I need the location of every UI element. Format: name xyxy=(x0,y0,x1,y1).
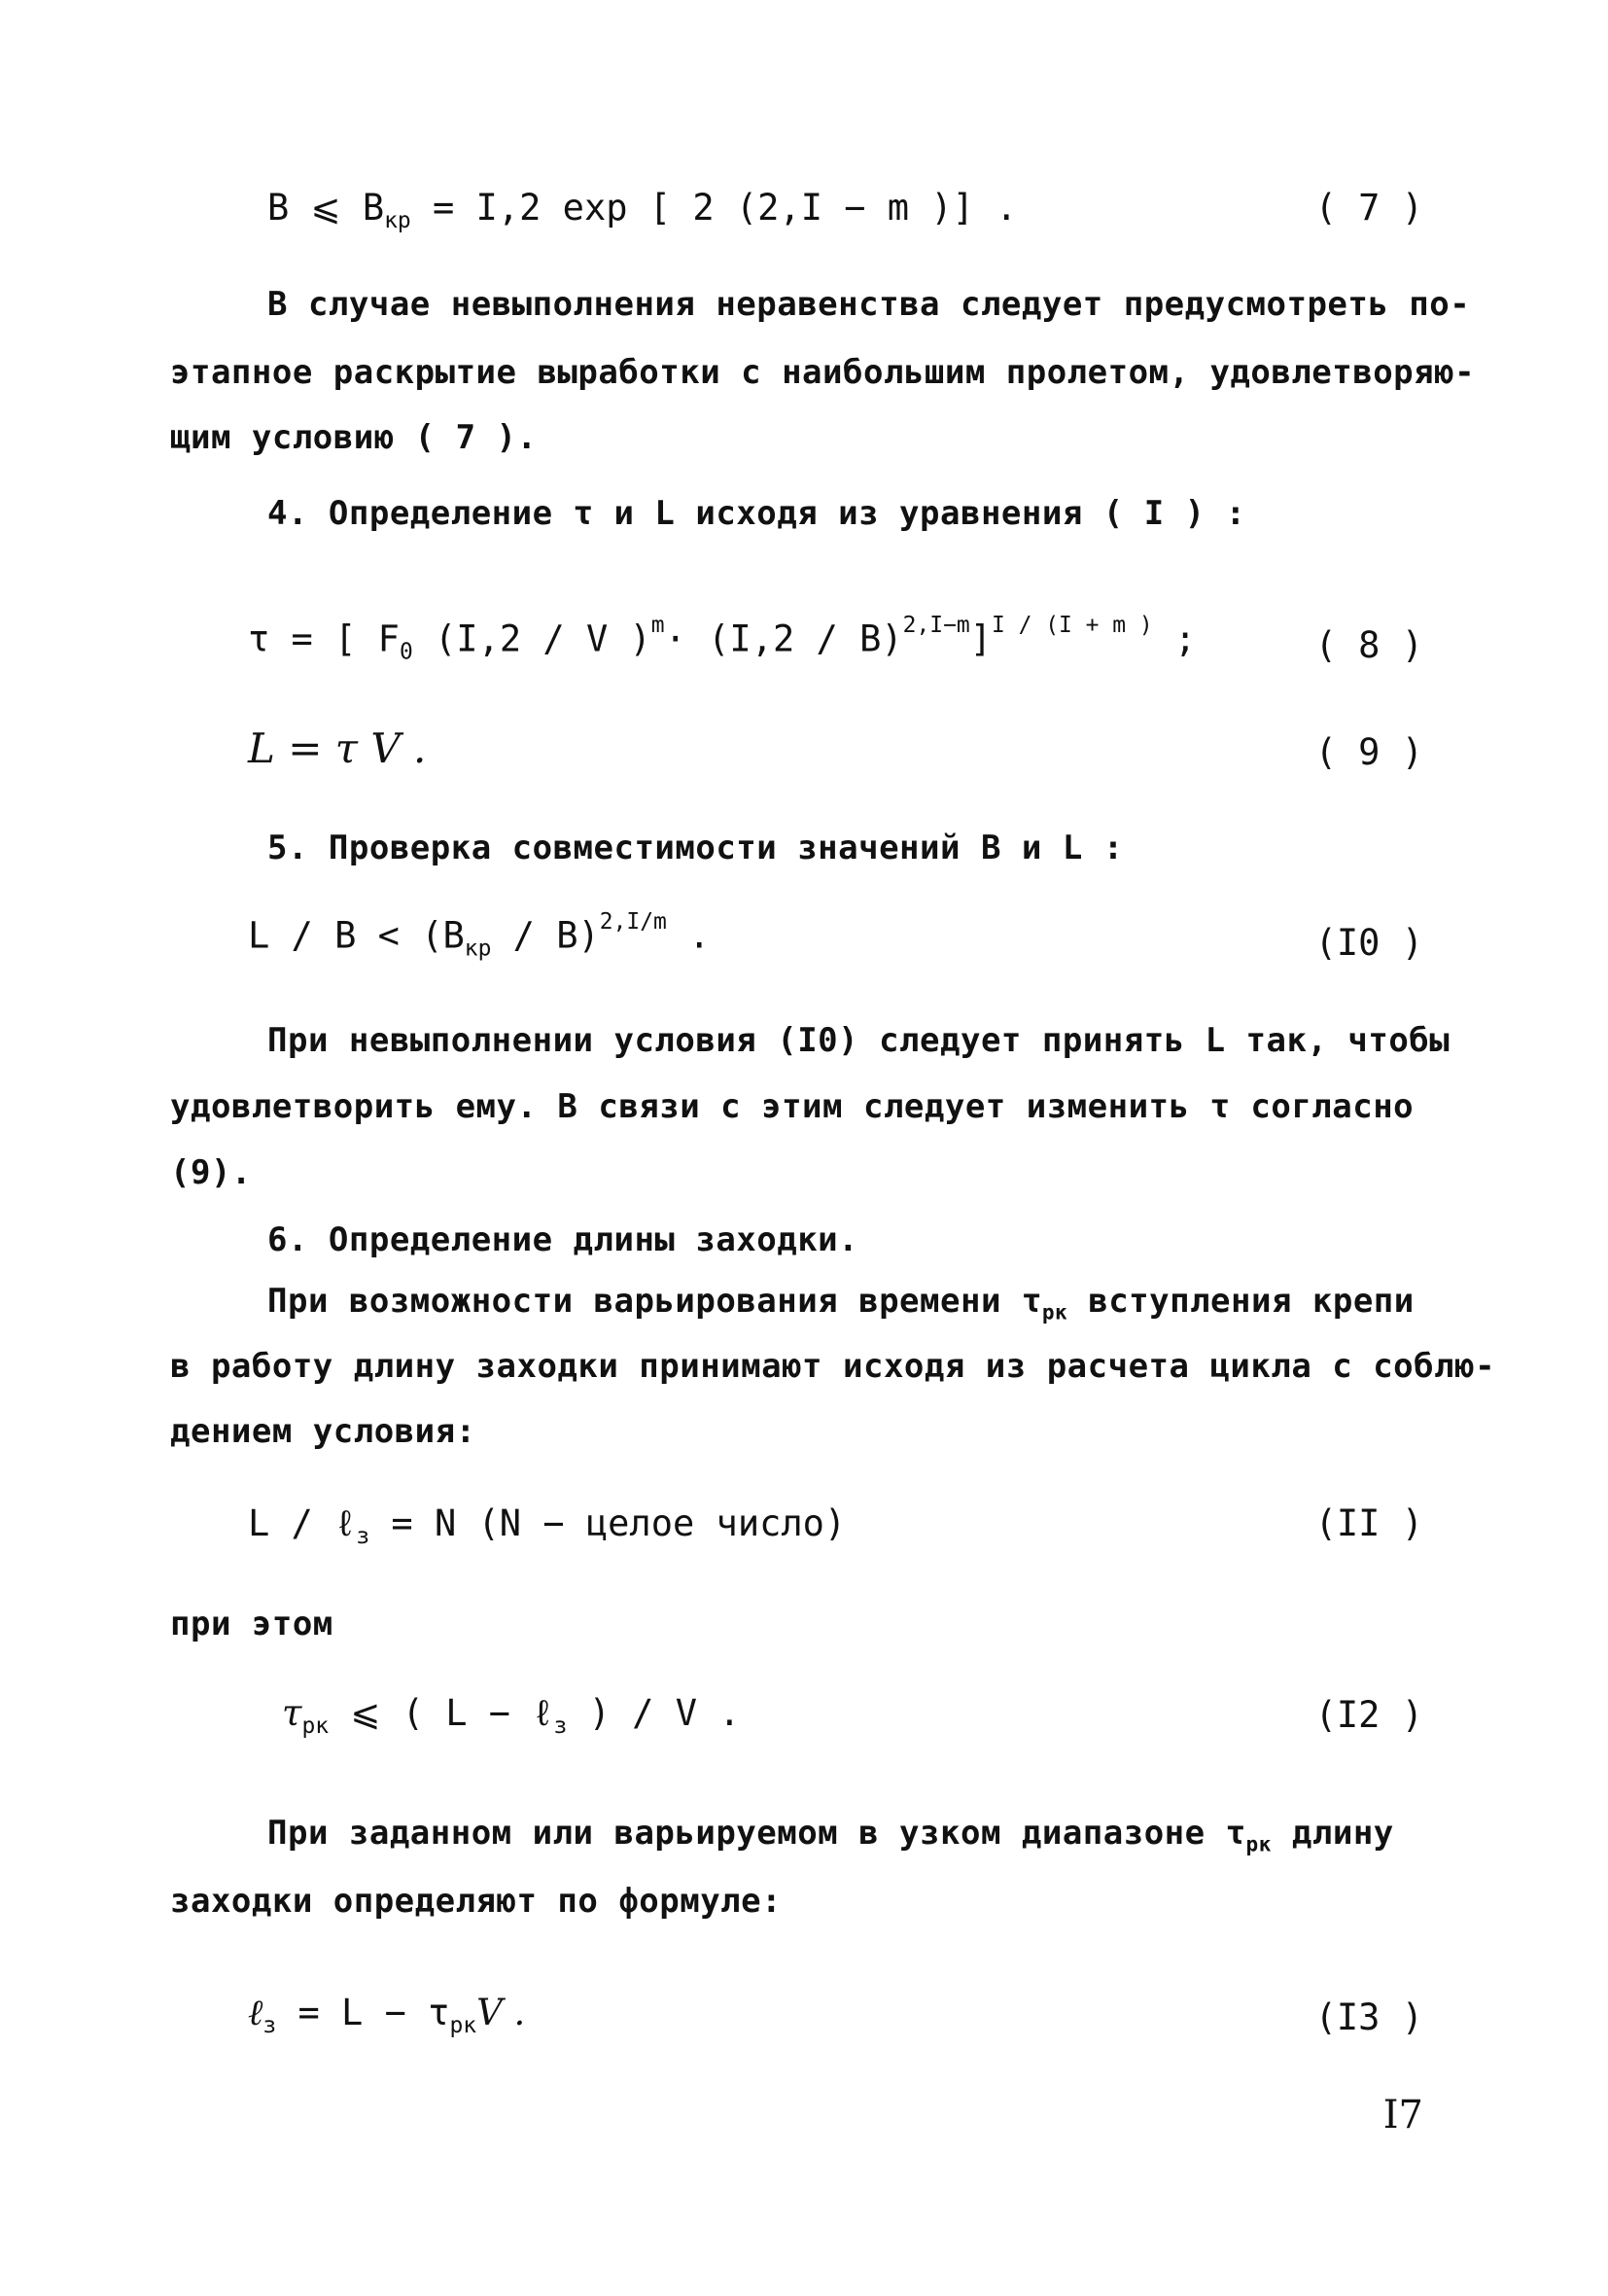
equation-8-number: ( 8 ) xyxy=(1314,624,1423,666)
equation-13-number: (I3 ) xyxy=(1314,1996,1423,2038)
item-5-heading: 5. Проверка совместимости значений B и L : xyxy=(267,829,1124,867)
item-4-heading: 4. Определение τ и L исходя из уравнения ( I ) : xyxy=(267,494,1246,533)
paragraph-3-line-3: дением условия: xyxy=(170,1412,476,1451)
equation-10-number: (I0 ) xyxy=(1314,922,1423,964)
equation-7-number: ( 7 ) xyxy=(1314,187,1423,229)
paragraph-1-line-2: этапное раскрытие выработки с наибольшим пролетом, удовлетворяю- xyxy=(170,353,1476,392)
equation-9-number: ( 9 ) xyxy=(1314,731,1423,773)
phrase-pri-etom: при этом xyxy=(170,1605,333,1643)
item-6-heading: 6. Определение длины заходки. xyxy=(267,1220,859,1259)
paragraph-2-line-1: При невыполнении условия (I0) следует принять L так, чтобы xyxy=(267,1021,1451,1060)
equation-8: τ = [ $F_0$ (I,2 / V )$^m$· (I,2 / B)$^{2,I-m}$]$^{I / (I + m )}$ ; xyxy=(248,613,1197,665)
equation-11: L / ℓ$_з$ = N (N − целое число) xyxy=(248,1502,847,1550)
paragraph-4-line-1: При заданном или варьируемом в узком диапазоне $\tau_{рк}$ длину xyxy=(267,1814,1394,1856)
page-number: I7 xyxy=(1382,2093,1423,2137)
equation-12-number: (I2 ) xyxy=(1314,1694,1423,1736)
equation-7: B ⩽ $B_{кр} = I,2$ exp [ 2 (2,I − m )] . xyxy=(267,187,1018,234)
paragraph-2-line-3: (9). xyxy=(170,1153,252,1192)
paragraph-2-line-2: удовлетворить ему. В связи с этим следует изменить τ согласно xyxy=(170,1087,1415,1126)
paragraph-3-line-2: в работу длину заходки принимают исходя из расчета цикла с соблю- xyxy=(170,1347,1496,1386)
equation-11-number: (II ) xyxy=(1314,1502,1423,1544)
paragraph-3-line-1: При возможности варьирования времени $\tau_{рк}$ вступления крепи xyxy=(267,1282,1415,1325)
paragraph-1-line-3: щим условию ( 7 ). xyxy=(170,418,538,457)
equation-12: $\tau_{рк}$ ⩽ ( L − ℓ$_з$ ) / V . xyxy=(282,1692,741,1740)
equation-13: ℓ$_з$ = $L - \tau_{рк}V$ . xyxy=(248,1992,526,2039)
equation-10: $L / B < (B_{кр} / B)^{2,I/m}$ . xyxy=(248,909,711,962)
equation-9: L = τ V . xyxy=(248,724,427,772)
paragraph-1-line-1: В случае невыполнения неравенства следует предусмотреть по- xyxy=(267,285,1471,324)
paragraph-4-line-2: заходки определяют по формуле: xyxy=(170,1882,783,1921)
